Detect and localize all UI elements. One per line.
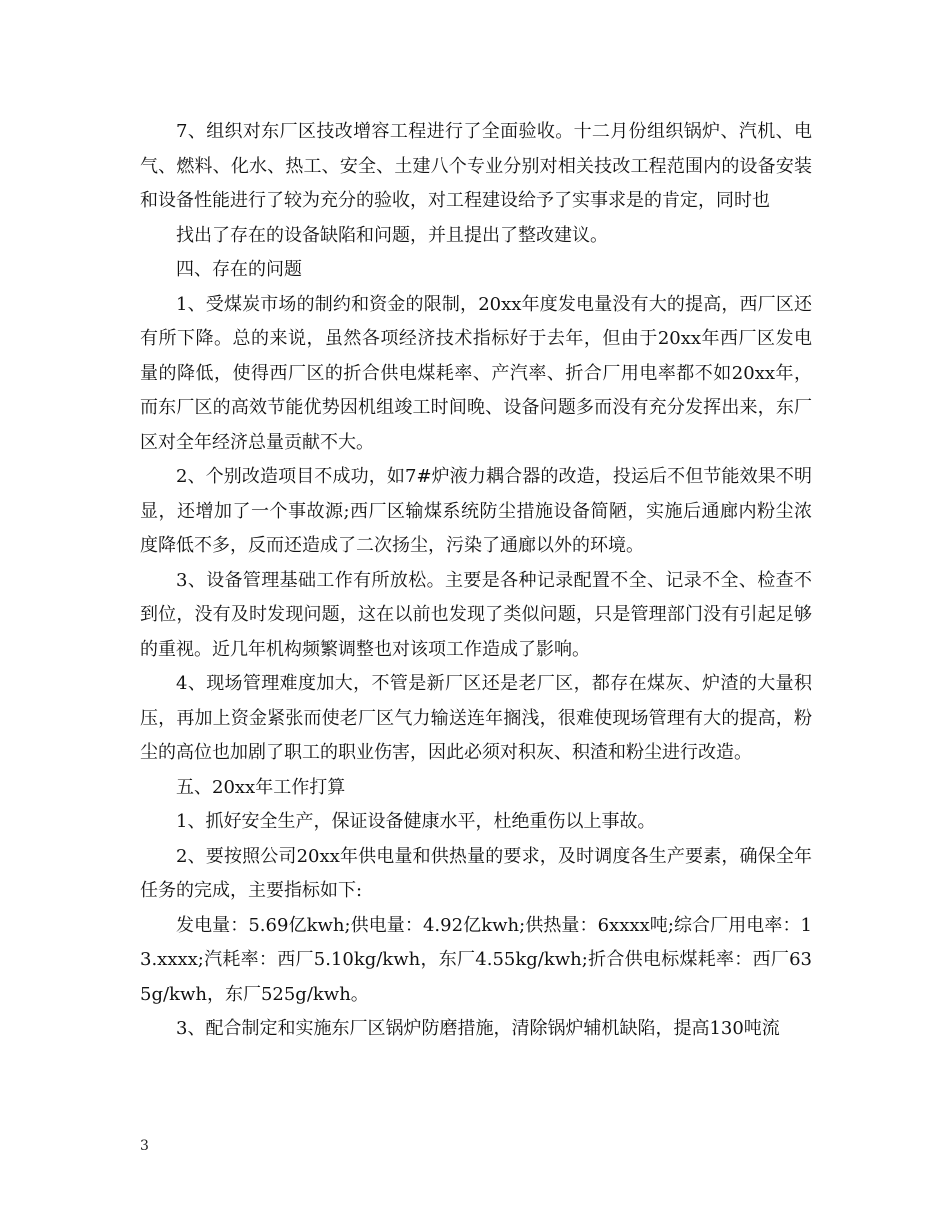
paragraph-plan-3: 3、配合制定和实施东厂区锅炉防磨措施，清除锅炉辅机缺陷，提高130吨流 (176, 1018, 780, 1039)
page-number: 3 (140, 1138, 149, 1154)
paragraph-plan-2: 2、要按照公司20xx年供电量和供热量的要求，及时调度各生产要素，确保全年任务的完成，主要指标如下: (140, 845, 812, 901)
paragraph-problem-3: 3、设备管理基础工作有所放松。主要是各种记录配置不全、记录不全、检查不到位，没有及时发现问题，这在以前也发现了类似问题，只是管理部门没有引起足够的重视。近几年机构频繁调整也对该项工作造成了影响。 (140, 569, 812, 660)
section-heading-problems: 四、存在的问题 (176, 259, 302, 280)
paragraph-problem-4: 4、现场管理难度加大，不管是新厂区还是老厂区，都存在煤灰、炉渣的大量积压，再加上资金紧张而使老厂区气力输送连年搁浅，很难使现场管理有大的提高，粉尘的高位也加剧了职工的职业伤害，因此必须对积灰、积渣和粉尘进行改造。 (140, 673, 812, 763)
paragraph-plan-indicators: 发电量：5.69亿kwh;供电量：4.92亿kwh;供热量：6xxxx吨;综合厂用电率：13.xxxx;汽耗率：西厂5.10kg/kwh，东厂4.55kg/kwh;折合供电标煤耗率：西厂635g/kwh，东厂525g/kwh。 (140, 914, 812, 1005)
document-body (140, 115, 812, 1047)
paragraph-problem-1: 1、受煤炭市场的制约和资金的限制，20xx年度发电量没有大的提高，西厂区还有所下降。总的来说，虽然各项经济技术指标好于去年，但由于20xx年西厂区发电量的降低，使得西厂区的折合供电煤耗率、产汽率、折合厂用电率都不如20xx年，而东厂区的高效节能优势因机组竣工时间晚、设备问题多而没有充分发挥出来，东厂区对全年经济总量贡献不大。 (140, 293, 812, 453)
paragraph-plan-1: 1、抓好安全生产，保证设备健康水平，杜绝重伤以上事故。 (176, 811, 656, 832)
paragraph-problem-2: 2、个别改造项目不成功，如7#炉液力耦合器的改造，投运后不但节能效果不明显，还增加了一个事故源;西厂区输煤系统防尘措施设备简陋，实施后通廊内粉尘浓度降低不多，反而还造成了二次扬尘，污染了通廊以外的环境。 (140, 466, 812, 556)
section-heading-plans: 五、20xx年工作打算 (176, 776, 346, 798)
paragraph-acceptance-continued: 找出了存在的设备缺陷和问题，并且提出了整改建议。 (176, 224, 608, 246)
paragraph-acceptance: 7、组织对东厂区技改增容工程进行了全面验收。十二月份组织锅炉、汽机、电气、燃料、化水、热工、安全、土建八个专业分别对相关技改工程范围内的设备安装和设备性能进行了较为充分的验收，对工程建设给予了实事求是的肯定，同时也 (140, 121, 812, 211)
